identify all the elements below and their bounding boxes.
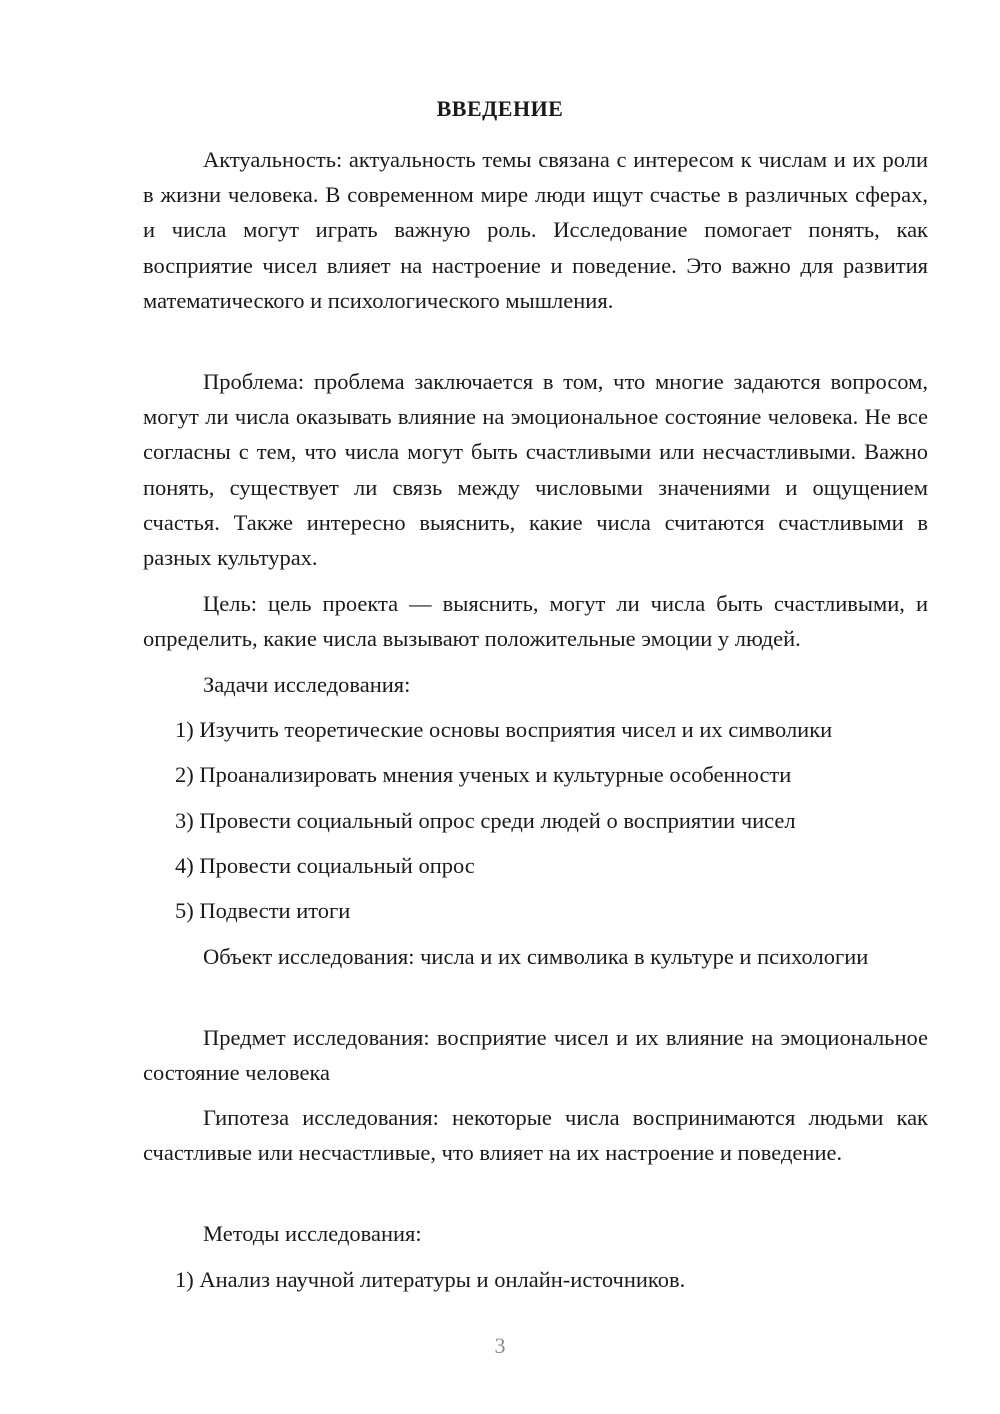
task-item-4: 4) Провести социальный опрос — [175, 853, 475, 878]
paragraph-hypothesis: Гипотеза исследования: некоторые числа воспринимаются людьми как счастливые или несчастливые, что влияет на их настроение и поведение. — [143, 1105, 928, 1166]
tasks-heading: Задачи исследования: — [203, 672, 411, 697]
page-number: 3 — [494, 1333, 506, 1358]
paragraph-subject: Предмет исследования: восприятие чисел и их влияние на эмоциональное состояние человека — [143, 1025, 928, 1086]
task-item-1: 1) Изучить теоретические основы восприятия чисел и их символики — [175, 717, 833, 742]
method-item-1: 1) Анализ научной литературы и онлайн-источников. — [175, 1267, 686, 1292]
paragraph-relevance: Актуальность: актуальность темы связана с интересом к числам и их роли в жизни человека. В современном мире люди ищут счастье в различных сферах, и числа могут играть важную роль. Исследование помогает понять, как восприятие чисел влияет на настроение и поведение. Это важно для развития математического и психологического мышления. — [143, 147, 928, 313]
methods-heading: Методы исследования: — [203, 1221, 422, 1246]
paragraph-object: Объект исследования: числа и их символика в культуре и психологии — [203, 944, 869, 969]
paragraph-problem: Проблема: проблема заключается в том, что многие задаются вопросом, могут ли числа оказывать влияние на эмоциональное состояние человека. Не все согласны с тем, что числа могут быть счастливыми или несчастливыми. Важно понять, существует ли связь между числовыми значениями и ощущением счастья. Также интересно выяснить, какие числа считаются счастливыми в разных культурах. — [143, 369, 928, 571]
task-item-3: 3) Провести социальный опрос среди людей о восприятии чисел — [175, 808, 796, 833]
paragraph-goal: Цель: цель проекта — выяснить, могут ли числа быть счастливыми, и определить, какие числа вызывают положительные эмоции у людей. — [143, 591, 928, 652]
task-item-5: 5) Подвести итоги — [175, 898, 351, 923]
page-title: ВВЕДЕНИЕ — [436, 96, 564, 121]
task-item-2: 2) Проанализировать мнения ученых и культурные особенности — [175, 762, 792, 787]
